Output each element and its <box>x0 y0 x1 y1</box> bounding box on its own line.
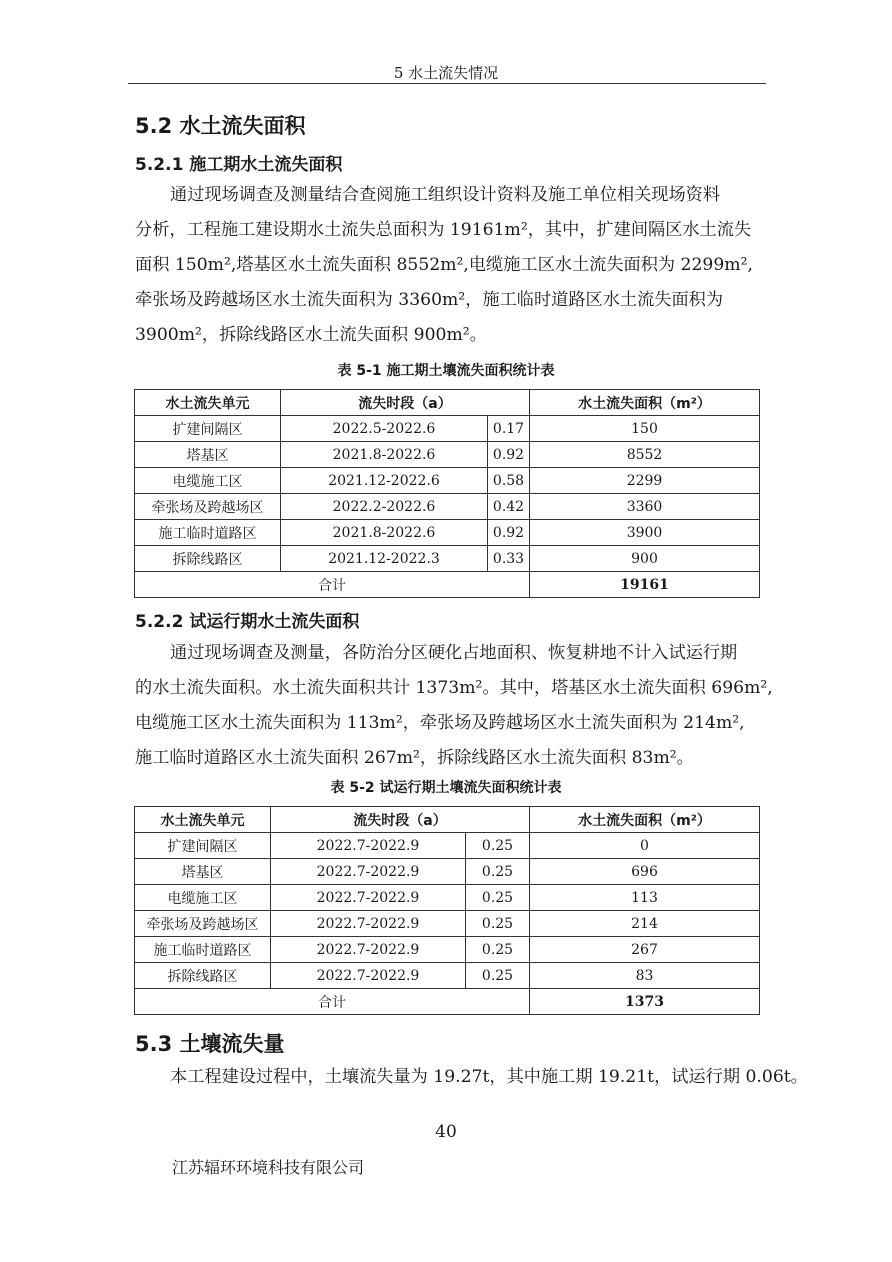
column-header: 流失时段（a） <box>281 390 530 416</box>
unit-cell: 电缆施工区 <box>135 468 281 494</box>
period-cell: 2022.7-2022.9 <box>271 833 466 859</box>
table-row <box>135 963 760 989</box>
unit-cell: 拆除线路区 <box>135 963 271 989</box>
table-row <box>135 442 760 468</box>
table-total-row <box>135 989 760 1015</box>
period-cell: 2021.8-2022.6 <box>281 520 488 546</box>
total-value: 1373 <box>530 989 760 1015</box>
table-caption-5-2: 表 5-2 试运行期土壤流失面积统计表 <box>330 780 562 796</box>
total-value: 19161 <box>530 572 760 598</box>
table-row <box>135 520 760 546</box>
table-caption-5-1: 表 5-1 施工期土壤流失面积统计表 <box>337 363 555 379</box>
paragraph-line: 面积 150m²,塔基区水土流失面积 8552m²,电缆施工区水土流失面积为 2299m², <box>135 255 753 275</box>
table-header-row <box>135 807 760 833</box>
period-cell: 2021.12-2022.6 <box>281 468 488 494</box>
duration-cell: 0.25 <box>466 937 530 963</box>
area-cell: 267 <box>530 937 760 963</box>
table-row <box>135 468 760 494</box>
area-cell: 214 <box>530 911 760 937</box>
area-cell: 8552 <box>530 442 760 468</box>
column-header: 流失时段（a） <box>271 807 530 833</box>
unit-cell: 扩建间隔区 <box>135 833 271 859</box>
subsection-heading-5-2-1: 5.2.1 施工期水土流失面积 <box>135 155 343 175</box>
paragraph-trial-operation-area <box>135 636 773 776</box>
total-label: 合计 <box>135 572 530 598</box>
table-row <box>135 833 760 859</box>
period-cell: 2022.7-2022.9 <box>271 963 466 989</box>
paragraph-line: 本工程建设过程中，土壤流失量为 19.27t，其中施工期 19.21t，试运行期 0.06t。 <box>170 1067 808 1087</box>
total-label: 合计 <box>135 989 530 1015</box>
period-cell: 2021.12-2022.3 <box>281 546 488 572</box>
period-cell: 2022.5-2022.6 <box>281 416 488 442</box>
paragraph-line: 施工临时道路区水土流失面积 267m²，拆除线路区水土流失面积 83m²。 <box>135 748 694 768</box>
table-row <box>135 859 760 885</box>
page-number: 40 <box>435 1122 457 1142</box>
paragraph-line: 分析，工程施工建设期水土流失总面积为 19161m²，其中，扩建间隔区水土流失 <box>135 220 752 240</box>
paragraph-line: 牵张场及跨越场区水土流失面积为 3360m²，施工临时道路区水土流失面积为 <box>135 290 724 310</box>
table-row <box>135 546 760 572</box>
area-cell: 696 <box>530 859 760 885</box>
section-heading-5-3: 5.3 土壤流失量 <box>135 1032 285 1056</box>
period-cell: 2022.7-2022.9 <box>271 859 466 885</box>
subsection-heading-5-2-2: 5.2.2 试运行期水土流失面积 <box>135 612 360 632</box>
duration-cell: 0.42 <box>488 494 530 520</box>
area-cell: 113 <box>530 885 760 911</box>
running-header: 5 水土流失情况 <box>393 64 499 82</box>
duration-cell: 0.92 <box>488 520 530 546</box>
paragraph-line: 3900m²，拆除线路区水土流失面积 900m²。 <box>135 325 487 345</box>
table-total-row <box>135 572 760 598</box>
period-cell: 2021.8-2022.6 <box>281 442 488 468</box>
table-row <box>135 494 760 520</box>
paragraph-line: 电缆施工区水土流失面积为 113m²，牵张场及跨越场区水土流失面积为 214m², <box>135 713 745 733</box>
period-cell: 2022.7-2022.9 <box>271 937 466 963</box>
paragraph-line: 通过现场调查及测量结合查阅施工组织设计资料及施工单位相关现场资料 <box>170 185 721 205</box>
period-cell: 2022.7-2022.9 <box>271 885 466 911</box>
duration-cell: 0.25 <box>466 911 530 937</box>
area-cell: 3360 <box>530 494 760 520</box>
unit-cell: 牵张场及跨越场区 <box>135 494 281 520</box>
duration-cell: 0.33 <box>488 546 530 572</box>
table-row <box>135 937 760 963</box>
area-cell: 900 <box>530 546 760 572</box>
area-cell: 83 <box>530 963 760 989</box>
unit-cell: 塔基区 <box>135 442 281 468</box>
area-cell: 3900 <box>530 520 760 546</box>
paragraph-line: 通过现场调查及测量，各防治分区硬化占地面积、恢复耕地不计入试运行期 <box>170 643 738 663</box>
table-row <box>135 911 760 937</box>
table-construction-loss-area <box>134 389 760 598</box>
unit-cell: 扩建间隔区 <box>135 416 281 442</box>
paragraph-construction-area <box>135 178 760 353</box>
paragraph-line: 的水土流失面积。水土流失面积共计 1373m²。其中，塔基区水土流失面积 696m², <box>135 678 773 698</box>
company-name: 江苏辐环环境科技有限公司 <box>172 1158 365 1177</box>
paragraph-soil-loss <box>135 1060 808 1095</box>
unit-cell: 电缆施工区 <box>135 885 271 911</box>
area-cell: 0 <box>530 833 760 859</box>
section-heading-5-2: 5.2 水土流失面积 <box>135 114 306 138</box>
column-header: 水土流失面积（m²） <box>530 807 760 833</box>
unit-cell: 施工临时道路区 <box>135 937 271 963</box>
period-cell: 2022.2-2022.6 <box>281 494 488 520</box>
duration-cell: 0.92 <box>488 442 530 468</box>
duration-cell: 0.25 <box>466 885 530 911</box>
unit-cell: 牵张场及跨越场区 <box>135 911 271 937</box>
header-divider <box>128 83 766 84</box>
area-cell: 2299 <box>530 468 760 494</box>
column-header: 水土流失单元 <box>135 390 281 416</box>
table-row <box>135 885 760 911</box>
unit-cell: 拆除线路区 <box>135 546 281 572</box>
duration-cell: 0.17 <box>488 416 530 442</box>
period-cell: 2022.7-2022.9 <box>271 911 466 937</box>
duration-cell: 0.58 <box>488 468 530 494</box>
column-header: 水土流失单元 <box>135 807 271 833</box>
duration-cell: 0.25 <box>466 859 530 885</box>
duration-cell: 0.25 <box>466 833 530 859</box>
unit-cell: 施工临时道路区 <box>135 520 281 546</box>
column-header: 水土流失面积（m²） <box>530 390 760 416</box>
duration-cell: 0.25 <box>466 963 530 989</box>
unit-cell: 塔基区 <box>135 859 271 885</box>
table-trial-loss-area <box>134 806 760 1015</box>
table-header-row <box>135 390 760 416</box>
area-cell: 150 <box>530 416 760 442</box>
table-row <box>135 416 760 442</box>
